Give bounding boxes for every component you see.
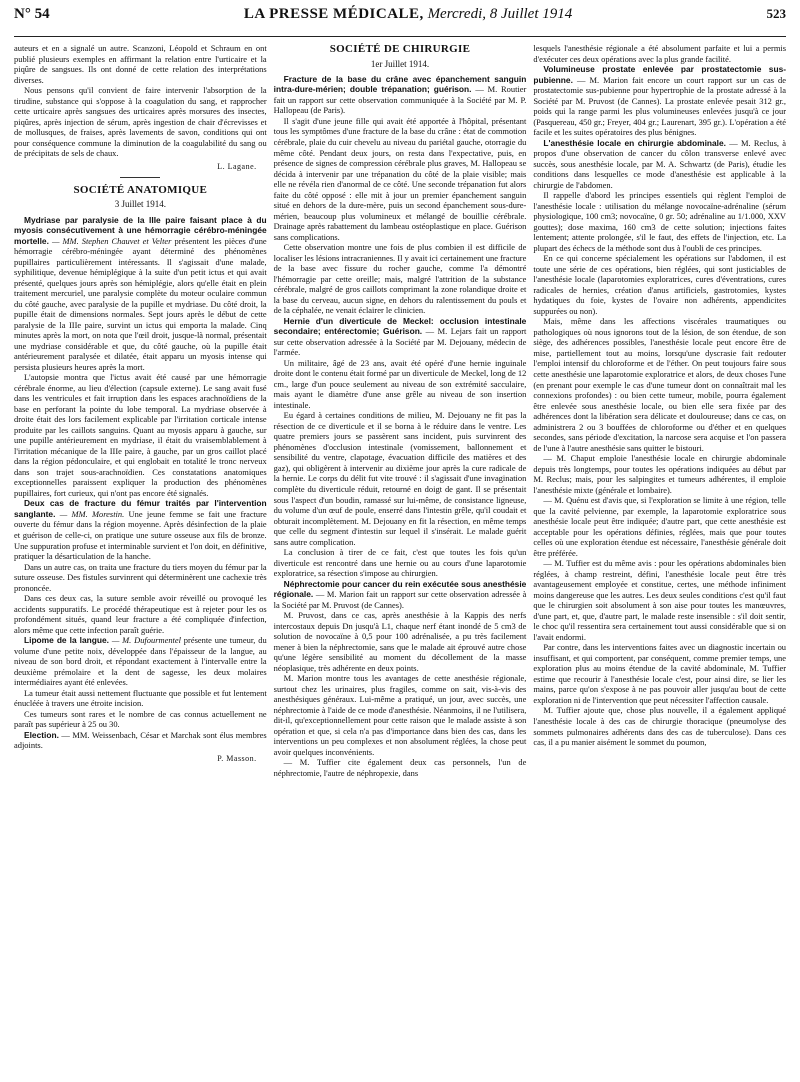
paragraph: En ce qui concerne spécialement les opérations sur l'abdomen, il est toute une série de ces opérations, bien réglées, qui sont justiciables de l'anesthésie locale (laparotomies exploratrices, cures d'éventrations, cures radicales de hernies, création d'anus artificiels, gastrotomies, kystes hydatiques du foie, kystes de l'ovaire non adhérents, appendicites suppurées ou non). — [533, 253, 787, 316]
journal-masthead — [244, 6, 572, 23]
paragraph: Dans ces deux cas, la suture semble avoir réveillé ou provoqué les accidents suppuratifs. Le procédé thérapeutique est à rejeter pour les os profondément situés, quand leur fracture a été compliquée d'infection, alors même que cette infection paraît guérie. — [14, 593, 267, 635]
paragraph: Mais, même dans les affections viscérales traumatiques ou pathologiques où nous ignorons tout de la lésion, de son étendue, de son siège, des adhérences possibles, l'anesthésie locale peut encore être de mise, partiellement tout au moins, lorsqu'une dyscrasie fait redouter l'emploi intensif du chloroforme et de l'éther. On peut toujours faire sous cette anesthésie une laparotomie exploratrice et alors, de deux choses l'une (en prenant pour exemple le cas d'une tumeur dont on connaîtrait mal les connexions profondes) : ou bien cette tumeur, mobile, pourra également être enlevée sous anesthésie locale, ou bien elle sera fixée par des adhérences dont la libération sera délicate et douloureuse; dans ce cas, on administrera 2 ou 3 bouffées de chloroforme ou d'éther et en quelques secondes, sans période d'excitation, la narcose sera acquise et l'on passera de l'une à l'autre anesthésie sans quitter le bistouri. — [533, 316, 787, 453]
article-authors: — M. Lejars fait un rapport sur cette observation adressée à la Société par M. Dejouany, médecin de l'armée. — [273, 326, 527, 358]
paragraph: M. Pruvost, dans ce cas, après anesthésie à la Kappis des nerfs intercostaux depuis Dn jusqu'à L1, chaque nerf étant inondé de 5 cm3 de solution de novocaïne à 0,5 pour 100 adrénalisée, a pu très facilement mener à bien la néphrectomie, sans que le malade ait éprouvé autre chose qu'une légère sensibilité au moment du décollement de la masse néoplasique, très adhérente en deux points. — [273, 610, 527, 673]
article-text: Une jeune femme se fait une fracture ouverte du fémur dans la région moyenne. Après désinfection de la plaie et guérison de celle-ci, on pratique une suture osseuse aux fils de bronze. Une suppuration profuse et interminable survient et l'on doit, en définitive, pratiquer la désarticulation de la hanche. — [14, 508, 267, 562]
article-authors: — M. Dufourmentel — [111, 635, 181, 646]
author-signature: L. Lagane. — [217, 161, 257, 171]
article-title: Volumineuse prostate enlevée par prostatectomie sus-pubienne. — [533, 64, 787, 85]
article-title: L'anesthésie locale en chirurgie abdominale. — [543, 137, 726, 148]
paragraph: auteurs et en a signalé un autre. Scanzoni, Léopold et Schraum en ont publié plusieurs exemples en affirmant la relation entre l'urticaire et la piqûre de sangsues. Ils ont donné de cette relation des interprétations diverses. — [14, 43, 267, 85]
paragraph: Il s'agit d'une jeune fille qui avait été apportée à l'hôpital, présentant tous les symptômes d'une fracture de la base du crâne : état de commotion cérébrale, plaie du cuir chevelu au niveau du pariétal gauche, otorragie du même côté. Pendant deux jours, on resta dans l'expectative, puis, en présence de signes de compression cérébrale plus graves, M. Hallopeau se décida à intervenir par une trépanation du côté de la plaie visible; mais elle ne révéla rien d'anormal de ce côté. Une seconde trépanation fut alors faite du côté opposé : elle mit à jour un premier épanchement sanguin situé en dehors de la dure-mère, puis un second épanchement sous-dure-mérien, beaucoup plus volumineux et mélangé de bouillie cérébrale. Drainage après rabattement du lambeau ostéoplastique en place. Guérison sans complications. — [273, 115, 527, 242]
journal-title: LA PRESSE MÉDICALE, — [243, 6, 424, 22]
section-heading: SOCIÉTÉ DE CHIRURGIE — [329, 43, 471, 55]
issue-number: N° 54 — [14, 6, 50, 22]
paragraph: M. Marion montre tous les avantages de cette anesthésie régionale, surtout chez les urinaires, plus fragiles, comme on sait, vis-à-vis des anesthésiques généraux. Lui-même a pratiqué, un jour, avec succès, une néphrectomie à l'aide de ce mode d'anesthésie. Néanmoins, il ne l'utilisera, dit-il, qu'exceptionnellement pour cette raison que le malade assiste à son opération et que, si cela n'a pas d'importance dans bien des cas, dans les interventions un peu complexes et non absolument réglées, la chose peut avoir quelques inconvénients. — [273, 673, 527, 757]
divider — [120, 177, 160, 178]
paragraph: La tumeur était aussi nettement fluctuante que possible et fut lentement énucléée à travers une étroite incision. — [14, 687, 267, 709]
paragraph: lesquels l'anesthésie régionale a été absolument parfaite et lui a permis d'exécuter ces deux opérations avec la plus grande facilité. — [533, 43, 787, 64]
section-date: 1er Juillet 1914. — [370, 58, 430, 69]
election-title: Election. — [24, 729, 59, 740]
article-title: Mydriase par paralysie de la IIIe paire faisant place à du myosis consécutivement à une hémorragie cérébro-méningée mortelle. — [14, 214, 267, 246]
column-1 — [14, 43, 267, 778]
paragraph: Nous pensons qu'il convient de faire intervenir l'absorption de la tirudine, substance qui s'oppose à la coagulation du sang, et rapprocher cette urticaire après sangsues des urticaires après morsures des insectes, piqûres, après injection de sérum, après ingestion de chair d'écrevisses et de mollusques, de fraises, après lavements de savon, conditions qui ont pour conséquence commune la diminution de la coagulabilité du sang ou de précipitats de sels de chaux. — [14, 85, 267, 159]
paragraph: L'autopsie montra que l'ictus avait été causé par une hémorragie cérébrale énorme, au lieu d'élection (capsule externe). Le sang avait fusé dans les ventricules et fait irruption dans les espaces arachnoïdiens de la base en perforant la pointe du lobe temporal. La mydriase observée à droite était des lors facilement explicable par l'irritation corticale intense produite par les caillots sanguins. Quant au myosis apparu à gauche, sur une pupille antérieurement en mydriase, il était du vraisemblablement à l'irritation mécanique de la IIIe paire, à gauche, par un gros caillot placé dans la région pédonculaire, et qui englobait en totalité le tronc nerveux dans son trajet sous-arachnoïdien. Ces constatations anatomiques exceptionnelles paraissent expliquer la production des phénomènes pupillaires, fort curieux, qui n'ont pas encore été signalés. — [14, 372, 267, 498]
paragraph: Il rappelle d'abord les principes essentiels qui règlent l'emploi de l'anesthésie locale : utilisation du mélange novocaïne-adrénaline (sérum physiologique, 100 cm3; novocaïne, 0 gr. 50; adrénaline au 1/1.000, XXV gouttes); dose maxima, 160 cm3 de cette solution; injections faites lentement; attente prolongée, s'il le faut, des effets de l'injection, etc. La plupart des échecs de la méthode sont dus à l'oubli de ces principes. — [533, 190, 787, 253]
paragraph: Cette observation montre une fois de plus combien il est difficile de localiser les lésions intracraniennes. Il y avait ici certainement une fracture de la base avec fissure du rocher gauche, comme l'a démontré l'hémorragie par cette oreille; mais, malgré l'attrition de la substance cérébrale, malgré de gros caillots comprimant la zone rolandique droite et la base du cerveau, aucun signe, en dehors du ralentissement du pouls et de la céphalée, ne venait éclairer le clinicien. — [273, 242, 527, 316]
article-title: Néphrectomie pour cancer du rein exécutée sous anesthésie régionale. — [273, 578, 527, 600]
election-text: — MM. Weissenbach, César et Marchak sont élus membres adjoints. — [14, 729, 267, 751]
page-number: 523 — [766, 6, 786, 21]
section-date: 3 Juillet 1914. — [114, 199, 166, 210]
column-3 — [533, 43, 786, 778]
paragraph: Ces tumeurs sont rares et le nombre de cas connus actuellement ne paraît pas supérieur à 25 ou 30. — [14, 708, 267, 730]
paragraph: — M. Tuffier cite également deux cas personnels, l'un de néphrectomie, l'autre de néphropexie, dans — [273, 757, 527, 778]
paragraph: Un militaire, âgé de 23 ans, avait été opéré d'une hernie inguinale droite dont le contenu était formé par un diverticule de Meckel, long de 12 cm., large d'un pouce seulement au niveau de son extrémité sacculaire, mais ayant le diamètre d'une anse grêle au niveau de son insertion intestinale. — [273, 357, 527, 410]
issue-date: Mercredi, 8 Juillet 1914 — [427, 6, 573, 22]
author-signature: P. Masson. — [217, 753, 257, 763]
column-2 — [274, 43, 527, 778]
paragraph: — M. Chaput emploie l'anesthésie locale en chirurgie abdominale depuis très longtemps, pour toutes les opérations indiquées au début par M. Reclus; mais, pour les salpingites et tumeurs adhérentes, il emploie l'anesthésie mixte (générale et lombaire). — [533, 453, 787, 495]
article-authors: — M. Routier fait un rapport sur cette observation communiquée à la Société par M. P. Hallopeau (de Paris). — [273, 84, 527, 116]
article-authors: — M. Marion fait un rapport sur cette observation adressée à la Société par M. Pruvost (de Cannes). — [273, 589, 527, 610]
article-title: Hernie d'un diverticule de Meckel: occlusion intestinale secondaire; entérectomie; Guérison. — [273, 315, 527, 337]
article-authors: — MM. Stephen Chauvet et Velter — [51, 235, 172, 246]
article-title: Fracture de la base du crâne avec épanchement sanguin intra-dure-mérien; double trépanation; guérison. — [273, 73, 527, 95]
paragraph: Par contre, dans les interventions faites avec un diagnostic incertain ou insuffisant, et qui comportent, par conséquent, comme premier temps, une exploration plus au moins étendue de la cavité abdominale, M. Tuffier estime que recourir à l'anesthésie locale c'est, pour ainsi dire, se lier les mains, parce qu'on s'expose à ne pas pouvoir aller jusqu'au bout de cette exploration ni de l'intervention que peut nécessiter l'affection causale. — [533, 642, 787, 705]
article-authors: — M. Marion fait encore un court rapport sur un cas de prostatectomie sus-pubienne pour hypertrophie de la prostate adressé à la Société par M. Pruvost (de Cannes). La prostate enlevée pesait 312 gr., poids qui la range parmi les plus volumineuses enlevées jusqu'à ce jour (Pasquereau, 450 gr.; Freyer, 404 gr.; Laurenart, 395 gr.). L'opération a été facile et les suites opératoires des plus bénignes. — [533, 74, 787, 138]
article-text: présente une tumeur, du volume d'une petite noix, développée dans l'épaisseur de la langue, au niveau de son bord droit, et répondant exactement à l'intervalle entre la deuxième prémolaire et la dent de sagesse, les deux molaires intermédiaires ayant été enlevées. — [14, 635, 267, 688]
section-heading: SOCIÉTÉ ANATOMIQUE — [73, 183, 208, 196]
article-title: Deux cas de fracture du fémur traités par l'intervention sanglante. — [14, 498, 267, 519]
article-title: Lipome de la langue. — [24, 635, 109, 646]
text-columns — [14, 43, 786, 778]
article-authors: — M. Reclus, à propos d'une observation de cancer du côlon transverse enlevé avec succès, sous anesthésie locale, par M. A. Schwartz (de Paris), étudie les conditions dans lesquelles ce mode d'anesthésie est applicable à la chirurgie de l'abdomen. — [533, 137, 787, 190]
paragraph: Eu égard à certaines conditions de milieu, M. Dejouany ne fit pas la résection de ce diverticule et il se borna à le réduire dans le ventre. Les quatre premiers jours se passèrent sans incident, puis survinrent des phénomènes d'occlusion intestinale (vomissement, ballonnement et sensibilité du ventre, clapotage, évacuation difficile des matières et des gaz), qui obligèrent à intervenir au dixième jour après la cure radicale de la hernie. Le corps du délit fut vite trouvé : il s'agissait d'une invagination complète du diverticule réduit, retourné en doigt de gant. Il se présentait sous l'aspect d'un boudin, ramassé sur lui-même, de consistance ligneuse, du volume d'un œuf de poule, enserré dans l'intestin grêle, qu'il coudait et obturait incomplètement. M. Dejouany en fit la résection, en même temps que celle du segment d'intestin sur lequel il s'insérait. Le malade guérit sans autre complication. — [273, 410, 527, 547]
paragraph: Dans un autre cas, on traita une fracture du tiers moyen du fémur par la suture osseuse. Des fistules survinrent qui déterminèrent une cachexie très prononcée. — [14, 561, 267, 593]
header-rule — [14, 36, 786, 37]
paragraph: M. Tuffier ajoute que, chose plus nouvelle, il a également appliqué l'anesthésie locale à des cas de chirurgie thoracique (pneumolyse des sommets pulmonaires adhérents dans des cas de tuberculose). Dans ces cas, il a pu manier aisément le sommet du poumon, — [533, 705, 787, 748]
paragraph: — M. Tuffier est du même avis : pour les opérations abdominales bien réglées, à champ restreint, défini, l'anesthésie locale peut être très avantageusement employée et constitue, certes, une méthode infiniment moins dangereuse que les autres. Les deux seules conditions c'est qu'il faut que le chirurgien soit absolument à son aise pour toutes les manœuvres, d'une part, et, que, d'autre part, le malade reste insensible : s'il doit sentir, le choc qu'il ressentira sera certainement tout aussi considérable que si on l'avait endormi. — [533, 558, 787, 642]
paragraph: La conclusion à tirer de ce fait, c'est que toutes les fois qu'un diverticule est rencontré dans une hernie ou au cours d'une laparotomie exploratrice, sa résection s'impose au chirurgien. — [273, 547, 527, 579]
article-authors: — MM. Morestin. — [59, 508, 125, 519]
paragraph: — M. Quénu est d'avis que, si l'exploration se limite à une région, telle que la cavité pelvienne, par exemple, la laparotomie exploratrice sous anesthésie locale peut être indiquée; d'autre part, que cette anesthésie est acceptable pour les opérations définies, réglées, mais que pour toutes celles où une exploration étendue est nécessaire, l'anesthésie générale doit être préférée. — [533, 495, 787, 558]
page-header — [14, 0, 786, 36]
article-text: présentent les pièces d'une hémorragie cérébro-méningée ayant déterminé des phénomènes pupillaires particulièrement intéressants. Il s'agissait d'une malade, syphilitique, devenue hémiplégique à la suite d'un petit ictus et qui avait présenté, quelques jours après son hémiplégie, alors qu'elle était en plein traitement mercuriel, une paralysie complète du moteur oculaire commun du côté gauche, avec paralysie de la pupille et mydriase. Du côté droit, la pupille était de dimensions normales. Sept jours après le début de cette paralysie de la IIIe paire, survint un ictus qui emporta la malade. Cinq minutes après la mort, on nota que l'œil droit, jusque-là normal, présentait une mydriase considérable et que, du côté gauche, où la pupille était antérieurement paralysée et dilatée, était apparu un myosis intense qui persista plusieurs heures après la mort. — [14, 235, 267, 372]
